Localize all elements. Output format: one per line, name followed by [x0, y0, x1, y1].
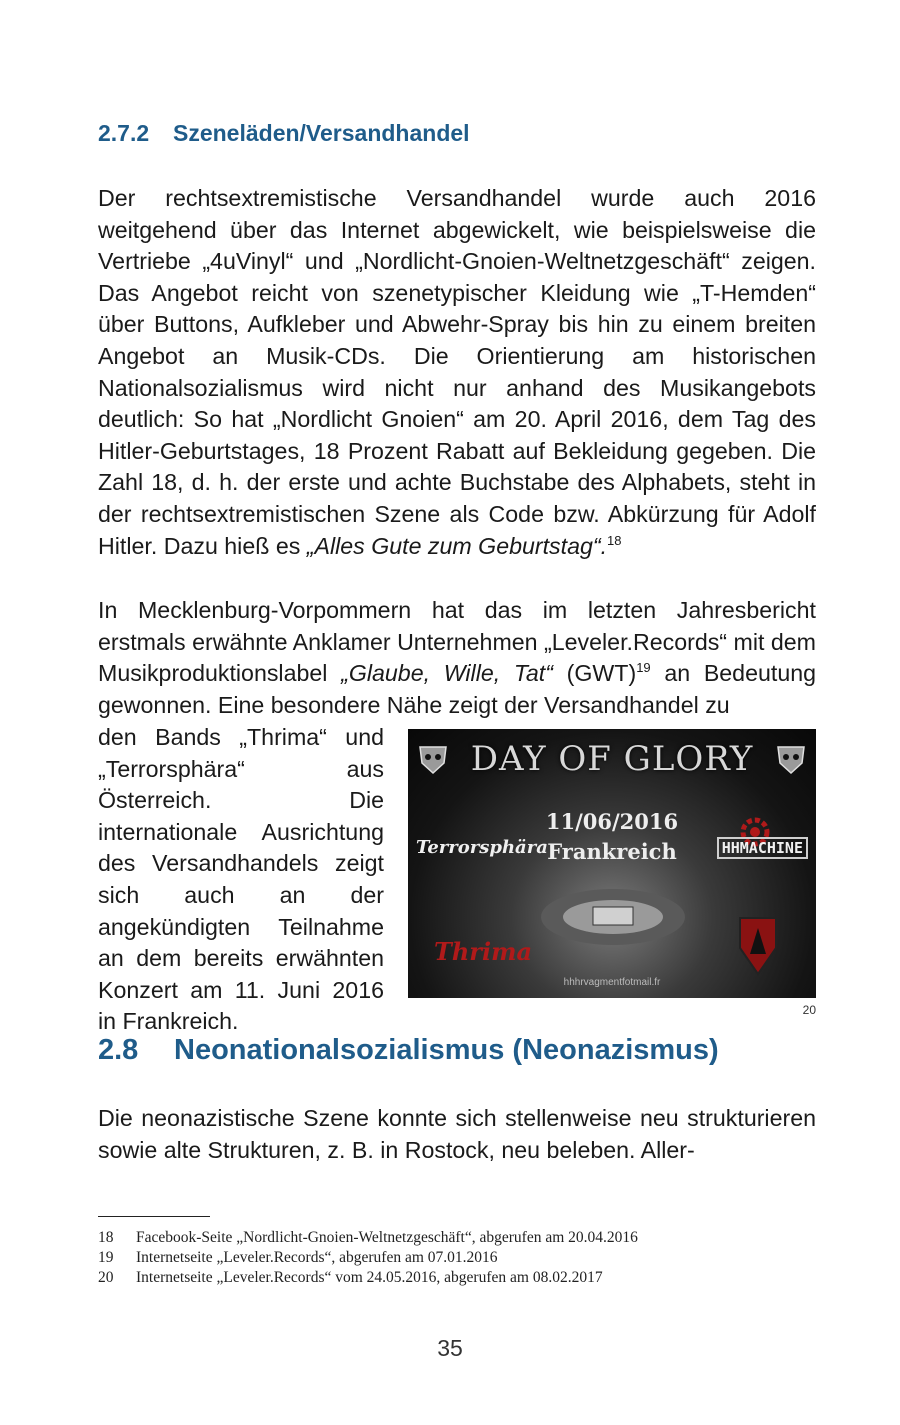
section-heading — [98, 1034, 719, 1067]
page-number: 35 — [437, 1335, 463, 1361]
paragraph-float-text: den Bands „Thrima“ und „Terrorsphära“ aus Österreich. Die internationale Ausrichtung des Versandhandels zeigt sich auch an der angekündigten Teilnahme an dem bereits erwähnten Konzert am 11. Juni 2016 in Frankreich. — [98, 724, 384, 1035]
paragraph-leveler-records — [98, 595, 816, 721]
paragraph1-quote: „Alles Gute zum Geburtstag“. — [306, 532, 608, 559]
subsection-title: Szeneläden/Versandhandel — [173, 120, 470, 146]
paragraph2-label-abbr: (GWT) — [552, 660, 637, 687]
footnote-item — [98, 1228, 638, 1248]
section-number: 2.8 — [98, 1034, 139, 1066]
footnotes — [98, 1228, 638, 1288]
footnote-ref-18[interactable]: 18 — [607, 532, 622, 548]
skull-emblem-icon — [774, 743, 808, 777]
paragraph1-text: Der rechtsextremistische Versandhandel wurde auch 2016 weitgehend über das Internet abgewickelt, wie beispielsweise die Vertriebe „4uVinyl“ und „Nordlicht-Gnoien-Weltnetzgeschäft“ zeigen. Das Angebot reicht von szenetypischer Kleidung wie „T-Hemden“ über Buttons, Aufkleber und Abwehr-Spray bis hin zu einem breiten Angebot an Musik-CDs. Die Orientierung am historischen Nationalsozialismus wird nicht nur anhand des Musikangebots deutlich: So hat „Nordlicht Gnoien“ am 20. April 2016, dem Tag des Hitler-Geburtstages, 18 Prozent Rabatt auf Bekleidung gegeben. Die Zahl 18, d. h. der erste und achte Buchstabe des Alphabets, steht in der rechtsextremistischen Szene als Code bzw. Abkürzung für Adolf Hitler. Dazu hieß es — [98, 185, 816, 559]
arena-crowd-graphic — [538, 877, 688, 947]
poster-date: 11/06/2016 — [545, 809, 679, 834]
footnote-number: 20 — [98, 1269, 114, 1286]
paragraph-versandhandel — [98, 183, 816, 562]
footnote-number: 18 — [98, 1229, 114, 1246]
footnote-text: Facebook-Seite „Nordlicht-Gnoien-Weltnetzgeschäft“, abgerufen am 20.04.2016 — [136, 1229, 638, 1246]
paragraph-neonazi-scene: Die neonazistische Szene konnte sich stellenweise neu strukturieren sowie alte Strukturen, z. B. in Rostock, neu beleben. Aller- — [98, 1105, 816, 1163]
poster-band-left: Terrorsphära — [416, 837, 548, 858]
footnote-text: Internetseite „Leveler.Records“ vom 24.05.2016, abgerufen am 08.02.2017 — [136, 1269, 603, 1286]
section-title: Neonationalsozialismus (Neonazismus) — [174, 1034, 719, 1066]
poster-band-bottom: Thrima — [434, 937, 533, 966]
footnote-item — [98, 1248, 638, 1268]
footnote-ref-19[interactable]: 19 — [636, 660, 651, 676]
poster-band-right: HHMACHINE — [717, 837, 808, 859]
footnote-divider — [98, 1216, 210, 1217]
poster-title: DAY OF GLORY — [470, 739, 754, 779]
poster-email: hhhrvagmentfotmail.fr — [563, 977, 661, 988]
subsection-heading — [98, 120, 470, 147]
subsection-number: 2.7.2 — [98, 120, 150, 146]
shield-emblem-icon — [738, 914, 778, 976]
footnote-item — [98, 1268, 638, 1288]
paragraph2-text-after: an Bedeutung gewonnen. Eine besondere Nähe zeigt der Versandhandel zu — [98, 660, 817, 718]
footnote-text: Internetseite „Leveler.Records“, abgerufen am 07.01.2016 — [136, 1249, 498, 1266]
paragraph2-label-quote: „Glaube, Wille, Tat“ — [341, 660, 553, 687]
paragraph2-text-before: In Mecklenburg-Vorpommern hat das im letzten Jahresbericht erstmals erwähnte Anklamer Unternehmen „Leveler.Records“ mit dem Musikproduktionslabel — [98, 597, 816, 687]
image-footnote-ref[interactable]: 20 — [802, 1003, 816, 1017]
footnote-number: 19 — [98, 1249, 114, 1266]
poster-country: Frankreich — [547, 839, 677, 864]
concert-poster-image — [408, 729, 816, 998]
